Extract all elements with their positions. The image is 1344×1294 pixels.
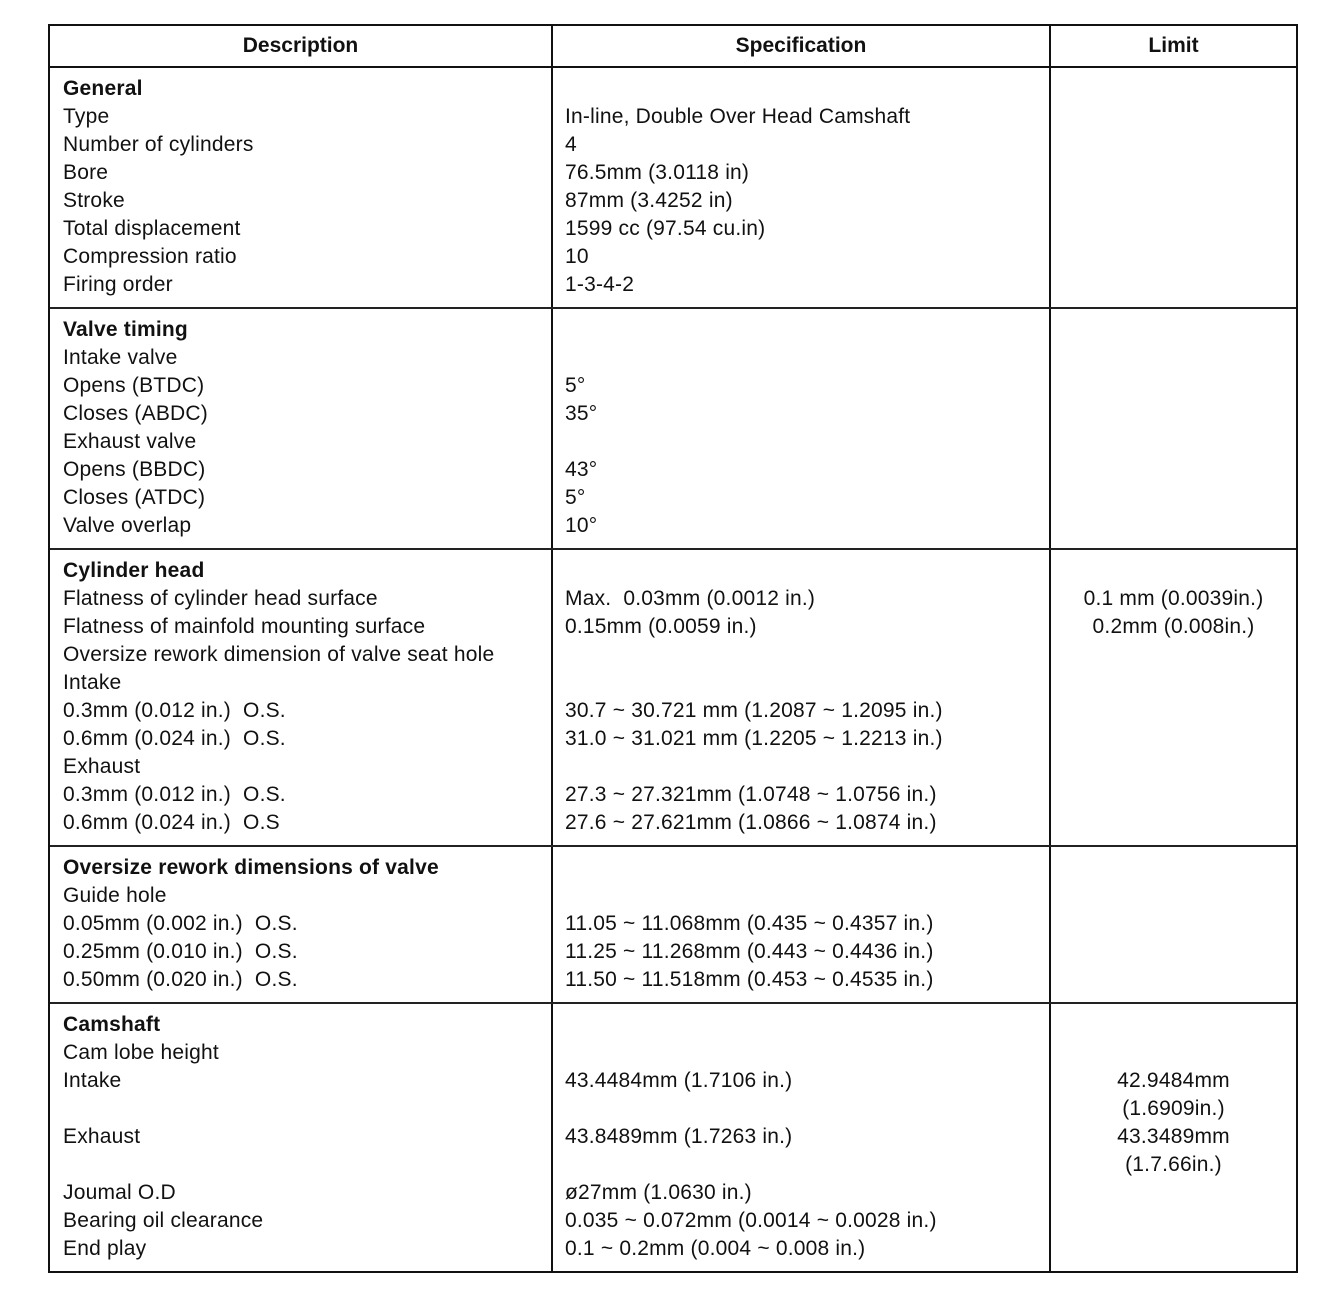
- limit-cell: [1051, 512, 1296, 540]
- limit-column: [1049, 1004, 1296, 1271]
- header-description: Description: [242, 34, 359, 57]
- desc-cell: Compression ratio: [63, 245, 237, 268]
- limit-cell: [1051, 344, 1296, 372]
- blank-cell: [1051, 75, 1296, 103]
- desc-cell: Number of cylinders: [63, 133, 254, 156]
- limit-cell: [1051, 641, 1296, 669]
- desc-cell: Oversize rework dimension of valve seat hole: [63, 643, 495, 666]
- limit-cell: [1051, 697, 1296, 725]
- specification-column: [551, 550, 1049, 845]
- desc-cell: Exhaust valve: [63, 430, 197, 453]
- desc-cell: Flatness of cylinder head surface: [63, 587, 378, 610]
- spec-cell: 31.0 ~ 31.021 mm (1.2205 ~ 1.2213 in.): [565, 727, 943, 750]
- specification-column: [551, 847, 1049, 1002]
- limit-cell: [1051, 103, 1296, 131]
- blank-cell: [565, 75, 1049, 103]
- desc-cell: 0.6mm (0.024 in.) O.S: [63, 811, 280, 834]
- desc-cell: 0.50mm (0.020 in.) O.S.: [63, 968, 298, 991]
- limit-cell: [1051, 1235, 1296, 1263]
- spec-cell: 10°: [565, 514, 598, 537]
- section-title: Valve timing: [63, 318, 188, 341]
- table-section: [50, 550, 1296, 847]
- spec-cell: 5°: [565, 374, 586, 397]
- limit-cell: [1051, 159, 1296, 187]
- spec-cell: [565, 669, 1049, 697]
- desc-cell: 0.3mm (0.012 in.) O.S.: [63, 783, 286, 806]
- desc-cell: Flatness of mainfold mounting surface: [63, 615, 426, 638]
- spec-cell: 35°: [565, 402, 598, 425]
- blank-cell: [565, 557, 1049, 585]
- table-body: [50, 68, 1296, 1271]
- spec-cell: ø27mm (1.0630 in.): [565, 1181, 752, 1204]
- desc-cell: [63, 1151, 551, 1179]
- desc-cell: Exhaust: [63, 1125, 141, 1148]
- blank-cell: [1051, 1011, 1296, 1039]
- spec-cell: 1599 cc (97.54 cu.in): [565, 217, 766, 240]
- desc-cell: Bearing oil clearance: [63, 1209, 264, 1232]
- spec-cell: [565, 344, 1049, 372]
- desc-cell: 0.3mm (0.012 in.) O.S.: [63, 699, 286, 722]
- spec-cell: 0.035 ~ 0.072mm (0.0014 ~ 0.0028 in.): [565, 1209, 937, 1232]
- limit-cell: [1051, 271, 1296, 299]
- limit-cell: (1.6909in.): [1122, 1097, 1225, 1120]
- spec-cell: 43°: [565, 458, 598, 481]
- blank-cell: [1051, 316, 1296, 344]
- spec-cell: 11.25 ~ 11.268mm (0.443 ~ 0.4436 in.): [565, 940, 934, 963]
- spec-cell: 87mm (3.4252 in): [565, 189, 733, 212]
- limit-cell: [1051, 215, 1296, 243]
- spec-cell: Max. 0.03mm (0.0012 in.): [565, 587, 816, 610]
- limit-cell: 42.9484mm: [1117, 1069, 1230, 1092]
- section-title: Oversize rework dimensions of valve: [63, 856, 439, 879]
- description-column: [50, 309, 551, 548]
- desc-cell: Exhaust: [63, 755, 141, 778]
- limit-cell: [1051, 400, 1296, 428]
- limit-cell: [1051, 131, 1296, 159]
- blank-cell: [1051, 557, 1296, 585]
- table-section: [50, 847, 1296, 1004]
- description-column: [50, 68, 551, 307]
- spec-cell: 43.4484mm (1.7106 in.): [565, 1069, 793, 1092]
- desc-cell: Stroke: [63, 189, 125, 212]
- spec-cell: 11.05 ~ 11.068mm (0.435 ~ 0.4357 in.): [565, 912, 934, 935]
- limit-cell: [1051, 243, 1296, 271]
- limit-cell: [1051, 725, 1296, 753]
- limit-cell: 0.2mm (0.008in.): [1092, 615, 1255, 638]
- limit-cell: [1051, 187, 1296, 215]
- limit-cell: [1051, 910, 1296, 938]
- spec-cell: 30.7 ~ 30.721 mm (1.2087 ~ 1.2095 in.): [565, 699, 943, 722]
- section-title: Camshaft: [63, 1013, 161, 1036]
- limit-cell: [1051, 966, 1296, 994]
- spec-cell: 10: [565, 245, 589, 268]
- desc-cell: Joumal O.D: [63, 1181, 176, 1204]
- desc-cell: Total displacement: [63, 217, 241, 240]
- desc-cell: Opens (BBDC): [63, 458, 206, 481]
- spec-cell: [565, 1151, 1049, 1179]
- blank-cell: [565, 316, 1049, 344]
- limit-cell: [1051, 882, 1296, 910]
- blank-cell: [565, 1011, 1049, 1039]
- limit-cell: 43.3489mm: [1117, 1125, 1230, 1148]
- table-header: [50, 26, 1296, 68]
- spec-cell: [565, 753, 1049, 781]
- header-limit: Limit: [1049, 26, 1296, 66]
- spec-cell: 4: [565, 133, 577, 156]
- table-section: [50, 1004, 1296, 1271]
- limit-cell: [1051, 456, 1296, 484]
- table-section: [50, 68, 1296, 309]
- header-specification: Specification: [551, 26, 1049, 66]
- spec-cell: 76.5mm (3.0118 in): [565, 161, 750, 184]
- limit-cell: [1051, 753, 1296, 781]
- section-title: Cylinder head: [63, 559, 205, 582]
- desc-cell: Cam lobe height: [63, 1041, 219, 1064]
- spec-cell: 43.8489mm (1.7263 in.): [565, 1125, 793, 1148]
- desc-cell: Closes (ABDC): [63, 402, 208, 425]
- description-column: [50, 1004, 551, 1271]
- desc-cell: Valve overlap: [63, 514, 192, 537]
- desc-cell: Guide hole: [63, 884, 167, 907]
- spec-cell: 27.3 ~ 27.321mm (1.0748 ~ 1.0756 in.): [565, 783, 937, 806]
- spec-cell: 5°: [565, 486, 586, 509]
- section-title: General: [63, 77, 143, 100]
- limit-column: [1049, 847, 1296, 1002]
- blank-cell: [1051, 854, 1296, 882]
- spec-cell: [565, 428, 1049, 456]
- desc-cell: [63, 1095, 551, 1123]
- desc-cell: Intake valve: [63, 346, 178, 369]
- spec-cell: In-line, Double Over Head Camshaft: [565, 105, 911, 128]
- table-section: [50, 309, 1296, 550]
- desc-cell: Intake: [63, 671, 122, 694]
- spec-cell: [565, 1039, 1049, 1067]
- spec-cell: [565, 641, 1049, 669]
- desc-cell: 0.25mm (0.010 in.) O.S.: [63, 940, 298, 963]
- limit-cell: [1051, 1179, 1296, 1207]
- desc-cell: Opens (BTDC): [63, 374, 205, 397]
- spec-cell: 0.15mm (0.0059 in.): [565, 615, 757, 638]
- limit-column: [1049, 309, 1296, 548]
- desc-cell: Firing order: [63, 273, 173, 296]
- limit-cell: 0.1 mm (0.0039in.): [1083, 587, 1264, 610]
- specification-column: [551, 1004, 1049, 1271]
- desc-cell: 0.05mm (0.002 in.) O.S.: [63, 912, 298, 935]
- limit-cell: [1051, 669, 1296, 697]
- spec-cell: 11.50 ~ 11.518mm (0.453 ~ 0.4535 in.): [565, 968, 934, 991]
- spec-cell: 27.6 ~ 27.621mm (1.0866 ~ 1.0874 in.): [565, 811, 937, 834]
- spec-cell: 0.1 ~ 0.2mm (0.004 ~ 0.008 in.): [565, 1237, 866, 1260]
- spec-cell: 1-3-4-2: [565, 273, 635, 296]
- limit-column: [1049, 550, 1296, 845]
- desc-cell: Type: [63, 105, 110, 128]
- spec-cell: [565, 882, 1049, 910]
- desc-cell: Closes (ATDC): [63, 486, 206, 509]
- limit-cell: [1051, 428, 1296, 456]
- limit-cell: [1051, 938, 1296, 966]
- desc-cell: End play: [63, 1237, 147, 1260]
- specification-column: [551, 309, 1049, 548]
- limit-cell: [1051, 372, 1296, 400]
- spec-cell: [565, 1095, 1049, 1123]
- specification-column: [551, 68, 1049, 307]
- limit-cell: [1051, 1207, 1296, 1235]
- limit-cell: [1051, 1039, 1296, 1067]
- description-column: [50, 847, 551, 1002]
- desc-cell: Intake: [63, 1069, 122, 1092]
- limit-cell: [1051, 781, 1296, 809]
- limit-cell: (1.7.66in.): [1125, 1153, 1222, 1176]
- desc-cell: Bore: [63, 161, 109, 184]
- limit-cell: [1051, 484, 1296, 512]
- blank-cell: [565, 854, 1049, 882]
- description-column: [50, 550, 551, 845]
- limit-column: [1049, 68, 1296, 307]
- limit-cell: [1051, 809, 1296, 837]
- desc-cell: 0.6mm (0.024 in.) O.S.: [63, 727, 286, 750]
- spec-table: [48, 24, 1298, 1273]
